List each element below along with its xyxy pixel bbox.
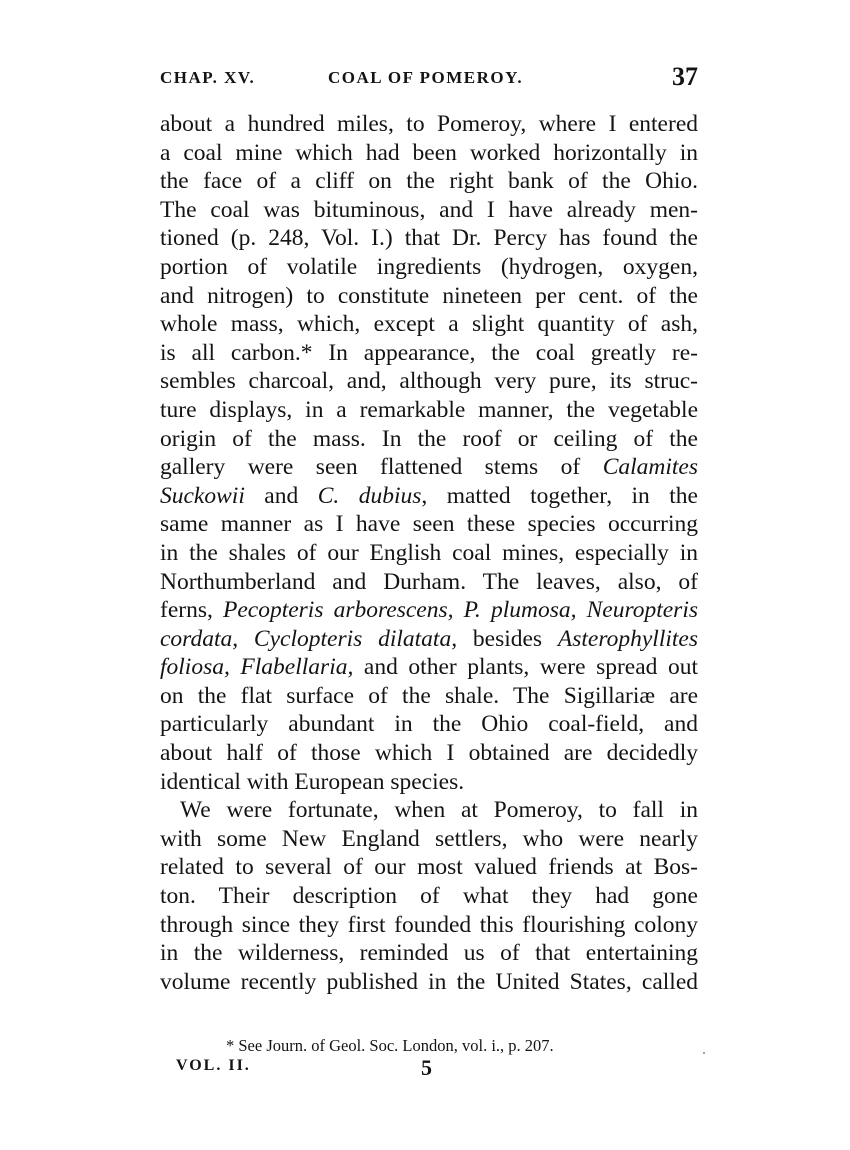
text-line: the face of a cliff on the right bank of the Ohio. [160, 168, 698, 195]
text-line: with some New England settlers, who were nearly [160, 825, 698, 852]
text-line: whole mass, which, except a slight quantity of ash, [160, 311, 698, 338]
text-line: in the shales of our English coal mines, especially in [160, 539, 698, 566]
footnote: * See Journ. of Geol. Soc. London, vol. i., p. 207. [226, 1036, 554, 1055]
text-line: and nitrogen) to constitute nineteen per cent. of the [160, 282, 698, 309]
chapter-label: CHAP. XV. [160, 68, 256, 87]
text-line: same manner as I have seen these species occurring [160, 511, 698, 538]
species-name: Suckowii [160, 482, 245, 509]
text-line: is all carbon.* In appearance, the coal greatly re- [160, 339, 698, 366]
paragraph-last-line: identical with European species. [160, 768, 465, 795]
text-line: Suckowii and C. dubius, matted together, in the [160, 482, 698, 509]
text-line: gallery were seen flattened stems of Calamites [160, 454, 698, 481]
text-line: in the wilderness, reminded us of that entertaining [160, 940, 698, 967]
text-line: about a hundred miles, to Pomeroy, where I entered [160, 111, 698, 137]
text-line: through since they first founded this flourishing colony [160, 911, 698, 938]
paragraph-first-line: We were fortunate, when at Pomeroy, to fall in [180, 797, 698, 824]
text-line: a coal mine which had been worked horizontally in [160, 139, 698, 166]
text-line: volume recently published in the United States, called [160, 968, 698, 995]
text-line: ferns, Pecopteris arborescens, P. plumosa, Neuropteris [160, 597, 698, 624]
signature-volume: VOL. II. [176, 1057, 251, 1074]
text-line: related to several of our most valued friends at Bos- [160, 854, 698, 881]
text-line: foliosa, Flabellaria, and other plants, were spread out [160, 654, 699, 681]
text-line: sembles charcoal, and, although very pure, its struc- [160, 368, 698, 395]
text-line: on the flat surface of the shale. The Sigillariæ are [160, 682, 698, 709]
species-name: C. dubius [317, 482, 422, 509]
species-name: Asterophyllites [557, 625, 698, 652]
text-line: particularly abundant in the Ohio coal-field, and [160, 711, 698, 738]
text-line: Northumberland and Durham. The leaves, also, of [160, 568, 698, 595]
text-line: origin of the mass. In the roof or ceiling of the [160, 425, 698, 452]
running-title: COAL OF POMEROY. [328, 68, 524, 87]
species-name: foliosa, Flabellaria, [160, 654, 354, 681]
species-name: Pecopteris arborescens, P. plumosa, Neuropteris [222, 597, 698, 624]
running-head [160, 62, 698, 92]
body-text [160, 110, 698, 996]
species-name: cordata, Cyclopteris dilatata, [160, 625, 458, 652]
text-line: about half of those which I obtained are decidedly [160, 740, 698, 767]
signature-mark: 5 [421, 1055, 432, 1080]
text-line: ton. Their description of what they had gone [160, 883, 698, 910]
text-line: ture displays, in a remarkable manner, the vegetable [160, 396, 698, 423]
text-line: cordata, Cyclopteris dilatata, besides Asterophyllites [160, 625, 698, 652]
page-number: 37 [672, 62, 698, 91]
print-speck [703, 1052, 705, 1054]
text-line: portion of volatile ingredients (hydrogen, oxygen, [160, 253, 698, 280]
text-line: The coal was bituminous, and I have already men- [160, 196, 698, 223]
species-name: Calamites [602, 454, 698, 481]
text-line: tioned (p. 248, Vol. I.) that Dr. Percy has found the [160, 225, 698, 252]
